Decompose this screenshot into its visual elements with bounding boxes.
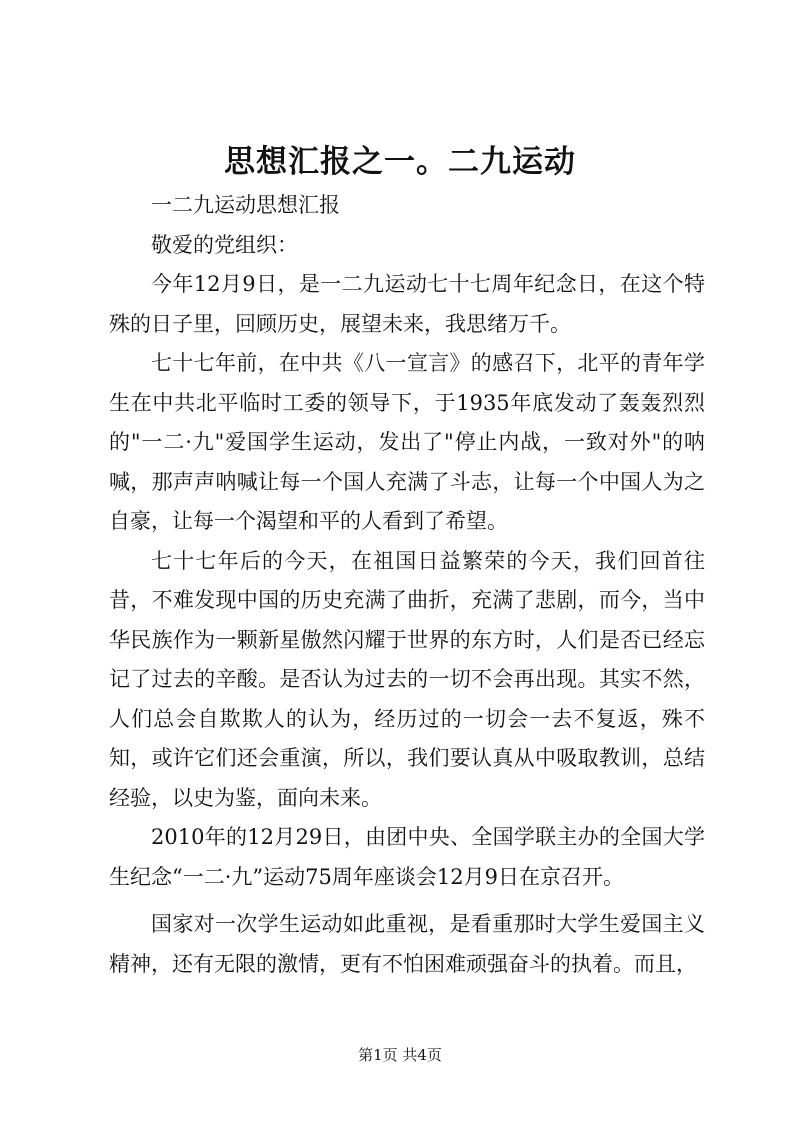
paragraph-intro: 今年12月9日，是一二九运动七十七周年纪念日，在这个特殊的日子里，回顾历史，展望未来，我思绪万千。	[109, 272, 705, 336]
paragraph-history: 七十七年前，在中共《八一宣言》的感召下，北平的青年学生在中共北平临时工委的领导下，于1935年底发动了轰轰烈烈的"一二·九"爱国学生运动，发出了"停止内战，一致对外"的呐喊，那声声呐喊让每一个国人充满了斗志，让每一个中国人为之自豪，让每一个渴望和平的人看到了希望。	[109, 351, 705, 533]
paragraph-subtitle: 一二九运动思想汇报	[151, 193, 340, 217]
paragraph-today: 七十七年后的今天，在祖国日益繁荣的今天，我们回首往昔，不难发现中国的历史充满了曲折，充满了悲剧，而今，当中华民族作为一颗新星傲然闪耀于世界的东方时，人们是否已经忘记了过去的辛酸。是否认为过去的一切不会再出现。其实不然，人们总会自欺欺人的认为，经历过的一切会一去不复返，殊不知，或许它们还会重演，所以，我们要认真从中吸取教训，总结经验，以史为鉴，面向未来。	[109, 548, 705, 810]
document-body	[109, 186, 705, 984]
paragraph-spirit: 国家对一次学生运动如此重视，是看重那时大学生爱国主义精神，还有无限的激情，更有不怕困难顽强奋斗的执着。而且，	[109, 912, 705, 976]
paragraph-salutation: 敬爱的党组织：	[151, 232, 298, 257]
page-footer: 第1页 共4页	[358, 1046, 442, 1064]
paragraph-2010: 2010年的12月29日，由团中央、全国学联主办的全国大学生纪念“一二·九”运动75周年座谈会12月9日在京召开。	[109, 825, 705, 889]
document-title: 思想汇报之一。二九运动	[224, 144, 576, 180]
